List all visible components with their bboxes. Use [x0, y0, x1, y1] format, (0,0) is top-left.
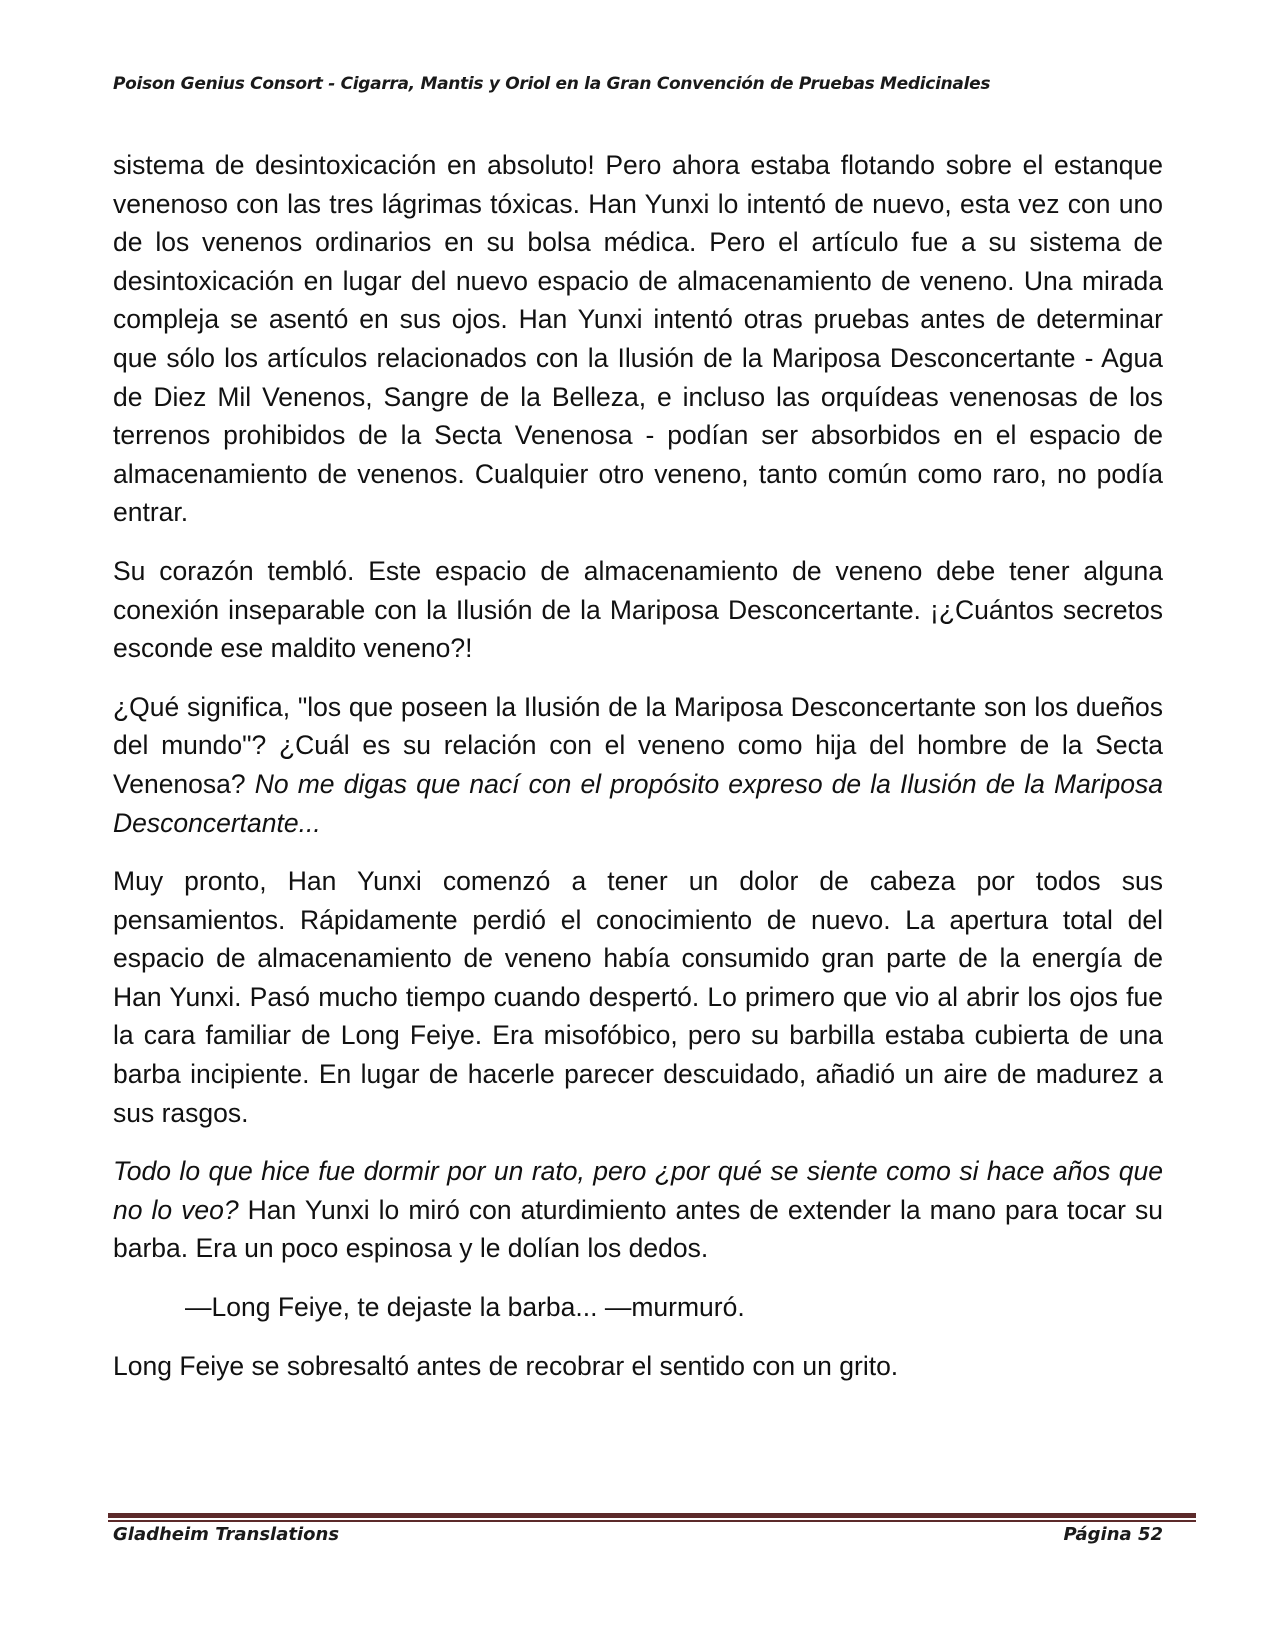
- paragraph: Muy pronto, Han Yunxi comenzó a tener un dolor de cabeza por todos sus pensamientos. Rápidamente perdió el conocimiento de nuevo. La apertura total del espacio de almacenamiento de veneno había consumido gran parte de la energía de Han Yunxi. Pasó mucho tiempo cuando despertó. Lo primero que vio al abrir los ojos fue la cara familiar de Long Feiye. Era misofóbico, pero su barbilla estaba cubierta de una barba incipiente. En lugar de hacerle parecer descuidado, añadió un aire de madurez a sus rasgos.: [113, 866, 1163, 1128]
- footer-divider-thick: [108, 1513, 1196, 1518]
- running-header: Poison Genius Consort - Cigarra, Mantis y Oriol en la Gran Convención de Pruebas Medicinales: [113, 74, 991, 94]
- dialogue-line: —Long Feiye, te dejaste la barba... —murmuró.: [185, 1292, 745, 1323]
- footer-divider: [108, 1513, 1196, 1522]
- paragraph: [113, 1152, 1163, 1268]
- paragraph: sistema de desintoxicación en absoluto! Pero ahora estaba flotando sobre el estanque venenoso con las tres lágrimas tóxicas. Han Yunxi lo intentó de nuevo, esta vez con uno de los venenos ordinarios en su bolsa médica. Pero el artículo fue a su sistema de desintoxicación en lugar del nuevo espacio de almacenamiento de veneno. Una mirada compleja se asentó en sus ojos. Han Yunxi intentó otras pruebas antes de determinar que sólo los artículos relacionados con la Ilusión de la Mariposa Desconcertante - Agua de Diez Mil Venenos, Sangre de la Belleza, e incluso las orquídeas venenosas de los terrenos prohibidos de la Secta Venenosa - podían ser absorbidos en el espacio de almacenamiento de venenos. Cualquier otro veneno, tanto común como raro, no podía entrar.: [113, 150, 1163, 528]
- footer-divider-thin: [108, 1520, 1196, 1522]
- italic-thought: Todo lo que hice fue dormir por un rato, pero ¿por qué se siente como si hace años que no lo veo?: [113, 1156, 1163, 1225]
- italic-thought: No me digas que nací con el propósito expreso de la Ilusión de la Mariposa Desconcertante...: [113, 768, 1163, 838]
- footer-publisher: Gladheim Translations: [113, 1524, 340, 1545]
- page-number: Página 52: [1063, 1524, 1163, 1545]
- paragraph-text: Han Yunxi lo miró con aturdimiento antes de extender la mano para tocar su barba. Era un poco espinosa y le dolían los dedos.: [113, 1194, 1163, 1264]
- paragraph: Long Feiye se sobresaltó antes de recobrar el sentido con un grito.: [113, 1350, 899, 1381]
- body-text: [113, 146, 1163, 1405]
- paragraph-text: ¿Qué significa, "los que poseen la Ilusión de la Mariposa Desconcertante son los dueños del mundo"? ¿Cuál es su relación con el veneno como hija del hombre de la Secta Venenosa?: [113, 691, 1163, 799]
- page-footer: [113, 1524, 1163, 1545]
- paragraph: [113, 688, 1163, 842]
- paragraph: Su corazón tembló. Este espacio de almacenamiento de veneno debe tener alguna conexión inseparable con la Ilusión de la Mariposa Desconcertante. ¡¿Cuántos secretos esconde ese maldito veneno?!: [113, 555, 1163, 664]
